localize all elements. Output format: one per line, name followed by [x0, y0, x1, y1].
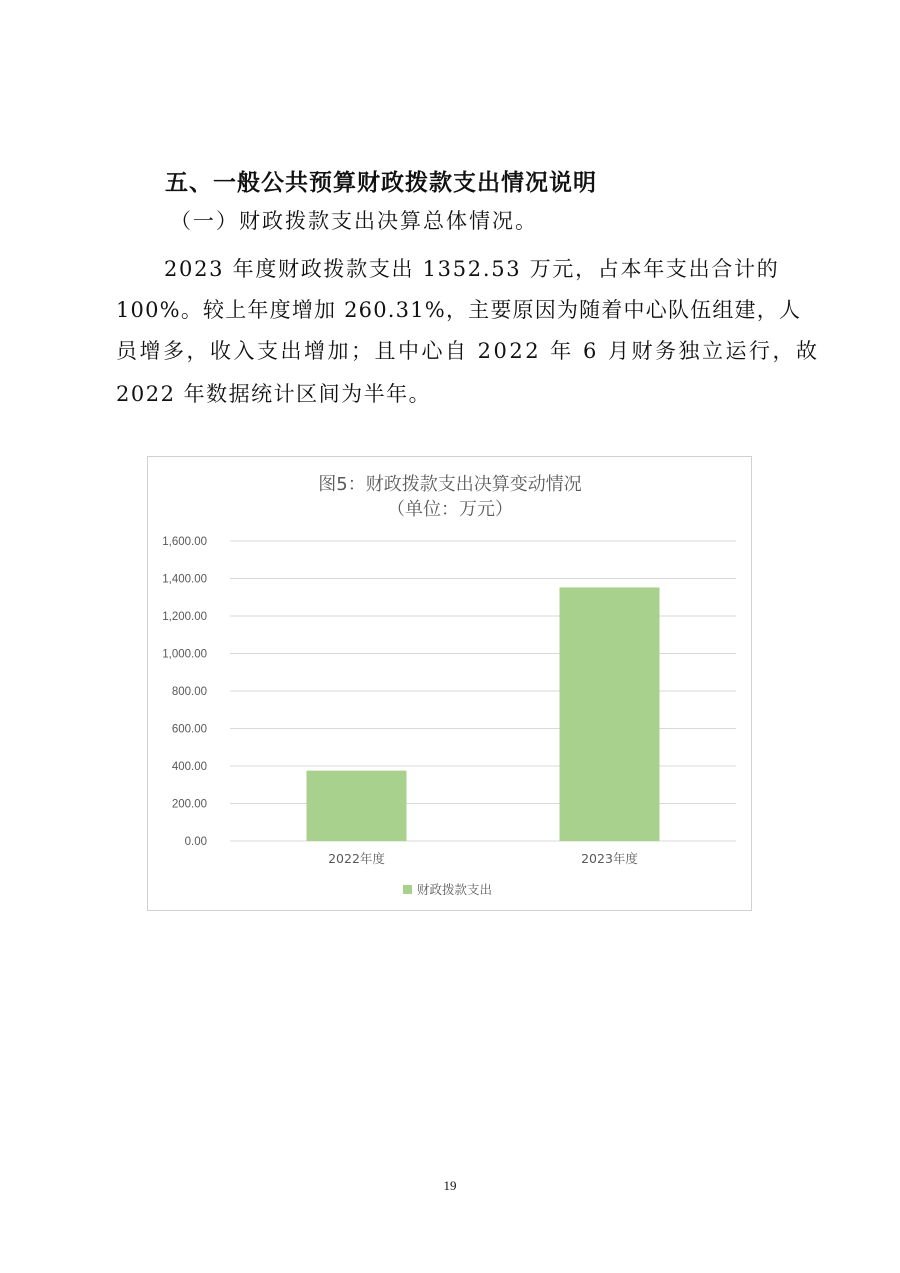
y-tick-label: 1,400.00 — [162, 573, 207, 586]
y-tick-label: 1,600.00 — [162, 536, 207, 548]
y-tick-label: 1,200.00 — [162, 611, 207, 623]
chart-subtitle: （单位：万元） — [387, 499, 513, 520]
y-tick-label: 400.00 — [171, 761, 207, 773]
subsection-heading: （一）财政拨款支出决算总体情况。 — [170, 209, 538, 233]
bar — [307, 771, 407, 841]
y-axis-ticks — [162, 536, 207, 848]
page-number: 19 — [443, 1178, 457, 1193]
bar-chart — [148, 457, 753, 912]
legend — [403, 882, 492, 897]
paragraph-line: 员增多，收入支出增加；且中心自 2022 年 6 月财务独立运行，故 — [116, 339, 820, 363]
paragraph-line: 2023 年度财政拨款支出 1352.53 万元，占本年支出合计的 — [164, 257, 780, 281]
bars — [307, 587, 660, 841]
bar — [560, 587, 660, 841]
x-category-label: 2022年度 — [328, 851, 385, 866]
y-tick-label: 200.00 — [171, 798, 207, 811]
paragraph-line: 100%。较上年度增加 260.31%，主要原因为随着中心队伍组建，人 — [116, 298, 802, 322]
chart-container — [147, 456, 752, 911]
y-tick-label: 1,000.00 — [162, 648, 207, 661]
y-tick-label: 600.00 — [171, 723, 207, 736]
y-tick-label: 800.00 — [171, 686, 207, 698]
x-category-label: 2023年度 — [581, 851, 638, 866]
chart-title: 图5：财政拨款支出决算变动情况 — [318, 474, 582, 495]
x-axis-categories — [328, 851, 638, 866]
legend-swatch — [403, 885, 412, 894]
gridlines — [230, 541, 736, 841]
y-tick-label: 0.00 — [184, 836, 207, 848]
section-heading: 五、一般公共预算财政拨款支出情况说明 — [165, 170, 597, 196]
paragraph-line: 2022 年数据统计区间为半年。 — [116, 382, 432, 406]
legend-label: 财政拨款支出 — [417, 882, 493, 897]
